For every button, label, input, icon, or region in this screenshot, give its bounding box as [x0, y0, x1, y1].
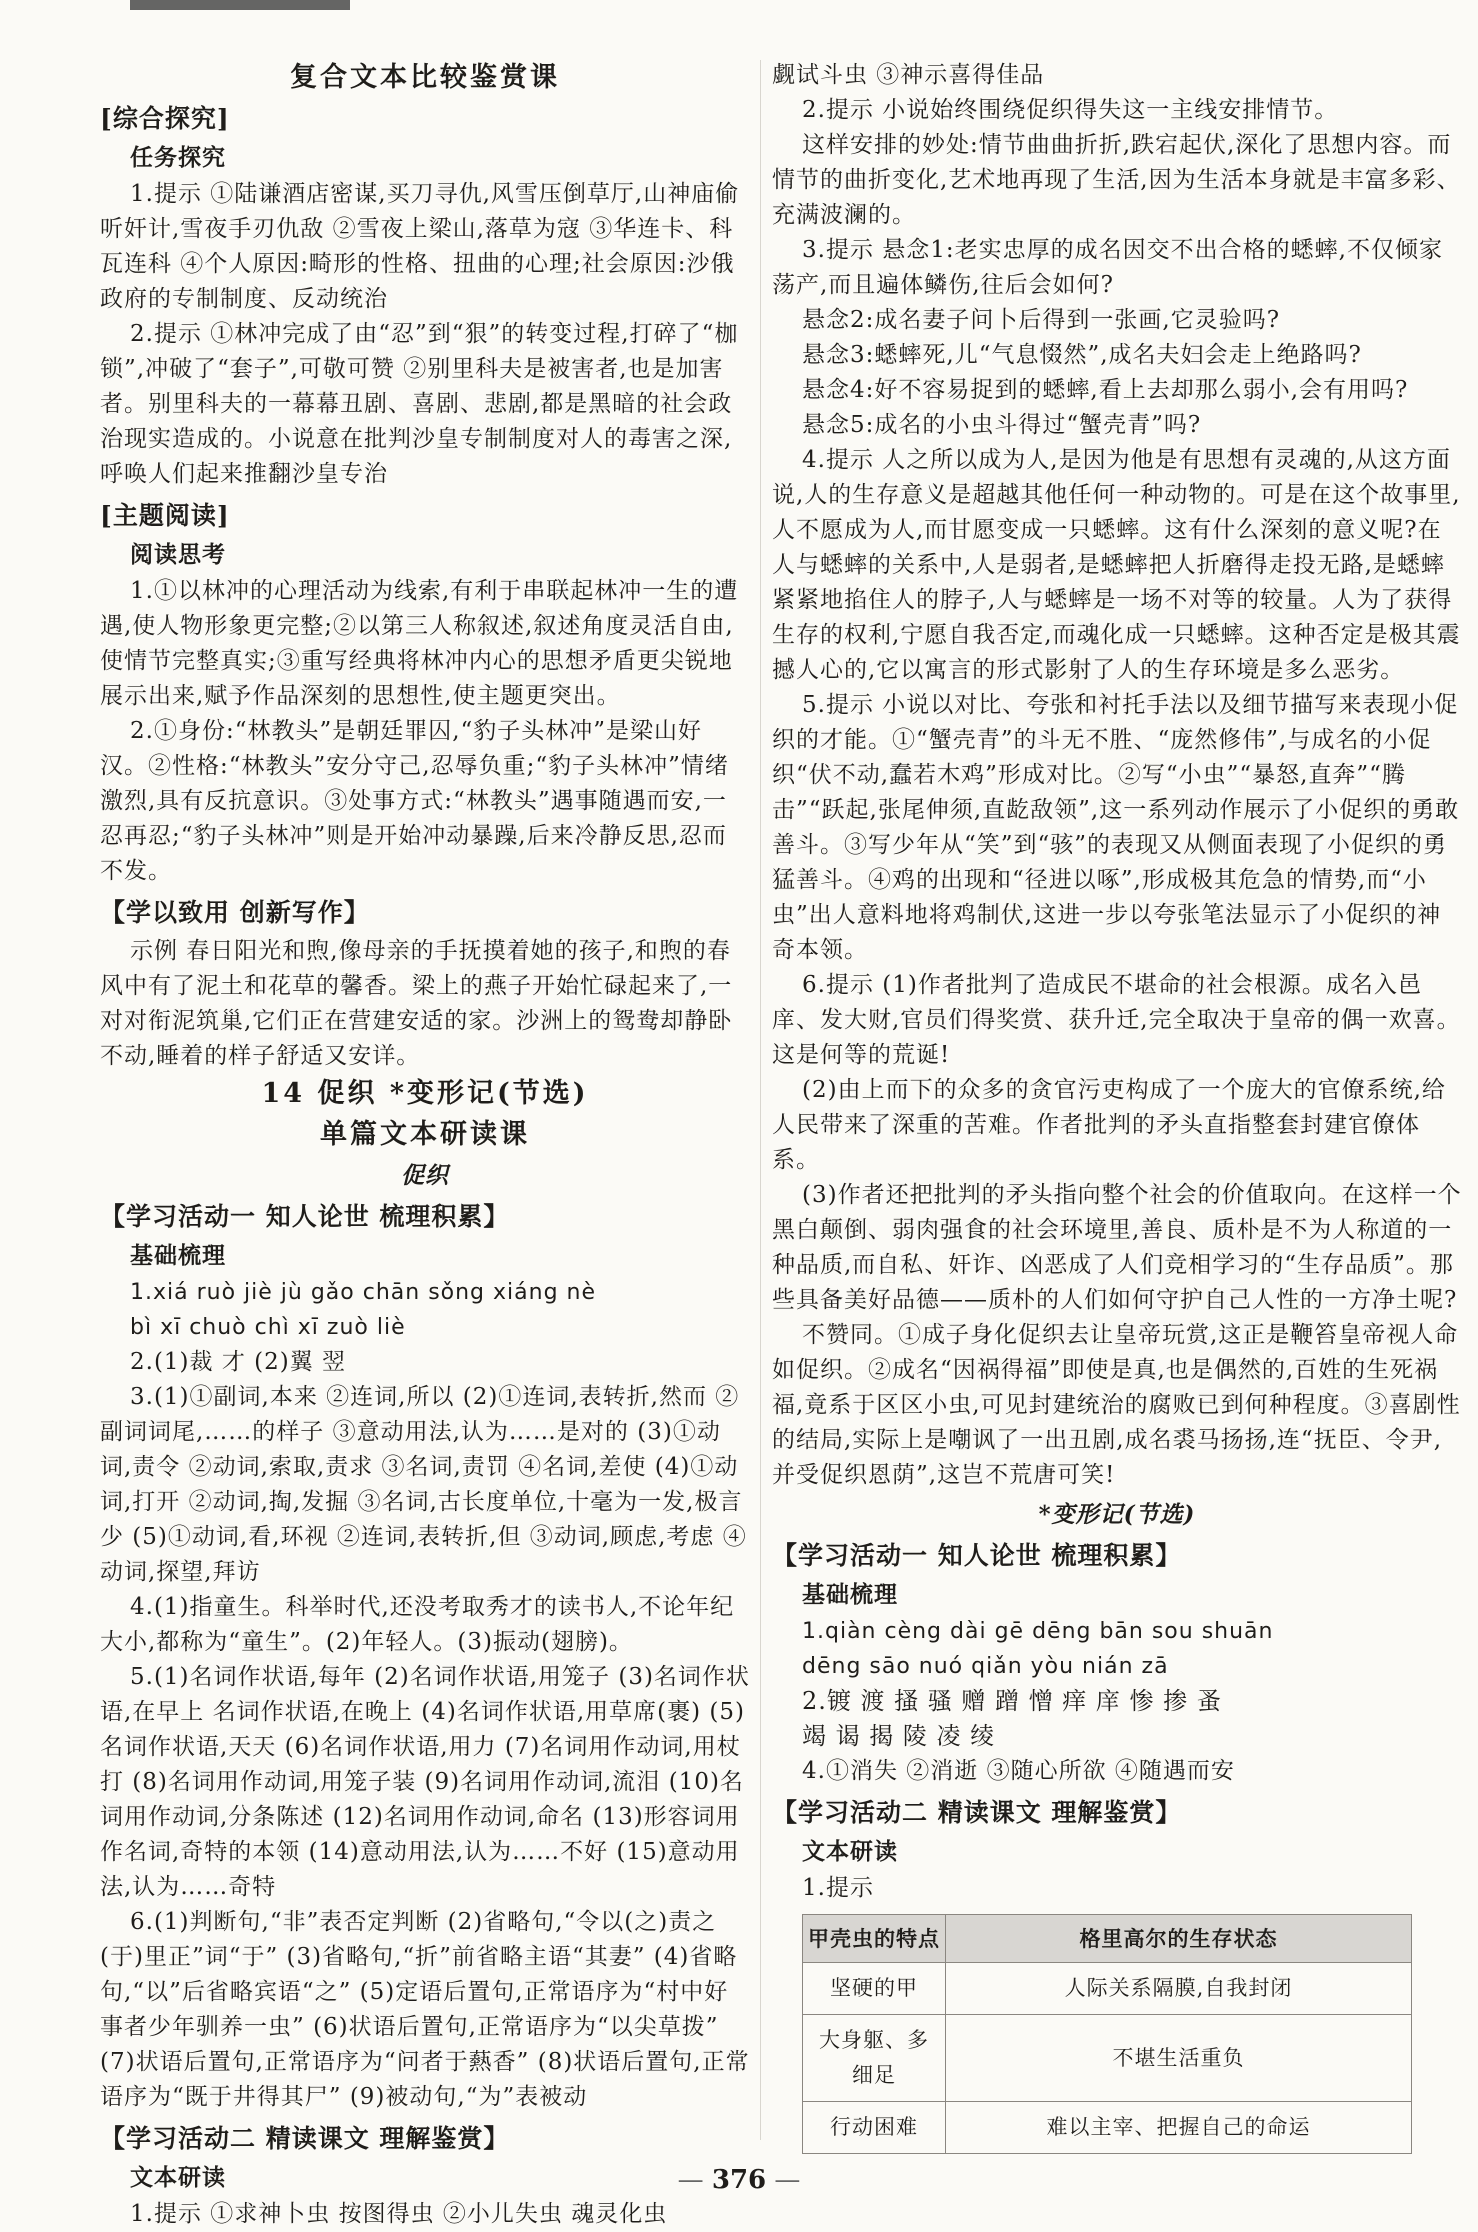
- paragraph: 2.①身份:“林教头”是朝廷罪囚,“豹子头林冲”是梁山好汉。②性格:“林教头”安分守己,忍辱负重;“豹子头林冲”情绪激烈,具有反抗意识。③处事方式:“林教头”遇事随遇而安,一忍再忍;“豹子头林冲”则是开始冲动暴躁,后来冷静反思,忍而不发。: [100, 718, 729, 884]
- table-cell: 不堪生活重负: [946, 2015, 1412, 2102]
- section-title: 复合文本比较鉴赏课: [290, 62, 560, 93]
- paragraph: 2.(1)裁 才 (2)翼 翌: [130, 1349, 347, 1375]
- heading-zonghe: [综合探究]: [100, 104, 230, 133]
- table-row: [803, 2102, 1412, 2154]
- table-row: [803, 1963, 1412, 2015]
- lesson-title: 14 促织 *变形记(节选): [261, 1078, 589, 1109]
- paragraph: 觑试斗虫 ③神示喜得佳品: [772, 62, 1045, 88]
- column-divider: [760, 60, 761, 2140]
- paragraph: 这样安排的妙处:情节曲曲折折,跌宕起伏,深化了思想内容。而情节的曲折变化,艺术地再现了生活,因为生活本身就是丰富多彩、充满波澜的。: [772, 132, 1461, 228]
- beetle-table: [802, 1914, 1412, 2154]
- characters-line: 竭 谒 揭 陵 凌 绫: [802, 1722, 996, 1750]
- paragraph: 5.(1)名词作状语,每年 (2)名词作状语,用笼子 (3)名词作状语,在早上 名词作状语,在晚上 (4)名词作状语,用草席(裹) (5)名词作状语,天天 (6)名词作状语,用力 (7)名词用作动词,用杖打 (8)名词用作动词,用笼子装 (9)名词用作动词,流泪 (10)名词用作动词,分条陈述 (12)名词用作动词,命名 (13)形容词用作名词,奇特的本领 (14)意动用法,认为……不好 (15)意动用法,认为……奇特: [100, 1664, 750, 1900]
- paragraph: 示例 春日阳光和煦,像母亲的手抚摸着她的孩子,和煦的春风中有了泥土和花草的馨香。梁上的燕子开始忙碌起来了,一对对衔泥筑巢,它们正在营建安适的家。沙洲上的鸳鸯却静卧不动,睡着的样子舒适又安详。: [100, 938, 733, 1069]
- characters-line: 2.镀 渡 搔 骚 赠 蹭 憎 痒 庠 惨 掺 蚤: [802, 1687, 1222, 1715]
- paragraph: 1.提示 ①陆谦酒店密谋,买刀寻仇,风雪压倒草厅,山神庙偷听奸计,雪夜手刃仇敌 ②雪夜上梁山,落草为寇 ③华连卡、科瓦连科 ④个人原因:畸形的性格、扭曲的心理;社会原因:沙俄政府的专制制度、反动统治: [100, 181, 740, 312]
- table-cell: 行动困难: [803, 2102, 946, 2154]
- paragraph: 悬念2:成名妻子问卜后得到一张画,它灵验吗?: [802, 307, 1281, 333]
- table-header-cell: 格里高尔的生存状态: [946, 1915, 1412, 1963]
- paragraph: 6.(1)判断句,“非”表否定判断 (2)省略句,“令以(之)责之(于)里正”词“于” (3)省略句,“折”前省略主语“其妻” (4)省略句,“以”后省略宾语“之” (5)定语后置句,正常语序为“村中好事者少年驯养一虫” (6)状语后置句,正常语序为“以尖草拨” (7)状语后置句,正常语序为“问者于爇香” (8)状语后置句,正常语序为“既于井得其尸” (9)被动句,“为”表被动: [100, 1909, 750, 2110]
- heading-activity-1: 【学习活动一 知人论世 梳理积累】: [772, 1541, 1182, 1570]
- heading-activity-2: 【学习活动二 精读课文 理解鉴赏】: [100, 2124, 510, 2153]
- right-column: [772, 58, 1462, 2154]
- pinyin-line: 1.qiàn cèng dài gē dēng bān sou shuān: [802, 1619, 1274, 1644]
- table-row: [803, 2015, 1412, 2102]
- header-strip: [130, 0, 350, 10]
- paragraph: 悬念3:蟋蟀死,儿“气息惙然”,成名夫妇会走上绝路吗?: [802, 342, 1362, 368]
- paragraph: 1.①以林冲的心理活动为线索,有利于串联起林冲一生的遭遇,使人物形象更完整;②以第三人称叙述,叙述角度灵活自由,使情节完整真实;③重写经典将林冲内心的思想矛盾更尖锐地展示出来,赋予作品深刻的思想性,使主题更突出。: [100, 578, 739, 709]
- paragraph: 5.提示 小说以对比、夸张和衬托手法以及细节描写来表现小促织的才能。①“蟹壳青”的斗无不胜、“庞然修伟”,与成名的小促织“伏不动,蠢若木鸡”形成对比。②写“小虫”“暴怒,直奔”“腾击”“跃起,张尾伸须,直龁敌领”,这一系列动作展示了小促织的勇敢善斗。③写少年从“笑”到“骇”的表现又从侧面表现了小促织的勇猛善斗。④鸡的出现和“径进以啄”,形成极其危急的情势,而“小虫”出人意料地将鸡制伏,这进一步以夸张笔法显示了小促织的神奇本领。: [772, 692, 1460, 963]
- table-cell: 坚硬的甲: [803, 1963, 946, 2015]
- left-column: [100, 58, 750, 2232]
- heading-zhuti: [主题阅读]: [100, 501, 230, 530]
- heading-jichu: 基础梳理: [130, 1242, 226, 1269]
- subtitle-cuzhi: 促织: [401, 1162, 449, 1189]
- paragraph: (3)作者还把批判的矛头指向整个社会的价值取向。在这样一个黑白颠倒、弱肉强食的社会环境里,善良、质朴是不为人称道的一种品质,而自私、奸诈、凶恶成了人们竞相学习的“生存品质”。那些具备美好品德——质朴的人们如何守护自己人性的一方净土呢?: [772, 1182, 1462, 1313]
- heading-renwu: 任务探究: [130, 144, 226, 171]
- heading-yuedu: 阅读思考: [130, 541, 226, 568]
- paragraph: 悬念4:好不容易捉到的蟋蟀,看上去却那么弱小,会有用吗?: [802, 377, 1409, 403]
- dash-left: —: [677, 2165, 712, 2195]
- heading-activity-1: 【学习活动一 知人论世 梳理积累】: [100, 1202, 510, 1231]
- paragraph: 4.①消失 ②消逝 ③随心所欲 ④随遇而安: [802, 1758, 1235, 1784]
- heading-wenben: 文本研读: [802, 1838, 898, 1865]
- page-number: [0, 2165, 1478, 2195]
- pinyin-line: dēng sāo nuó qiǎn yòu nián zā: [802, 1654, 1169, 1679]
- paragraph: 3.(1)①副词,本来 ②连词,所以 (2)①连词,表转折,然而 ②副词词尾,……的样子 ③意动用法,认为……是对的 (3)①动词,责令 ②动词,索取,责求 ③名词,责罚 ④名词,差使 (4)①动词,打开 ②动词,掏,发掘 ③名词,古长度单位,十毫为一发,极言少 (5)①动词,看,环视 ②连词,表转折,但 ③动词,顾虑,考虑 ④动词,探望,拜访: [100, 1384, 747, 1585]
- paragraph: 4.(1)指童生。科举时代,还没考取秀才的读书人,不论年纪大小,都称为“童生”。(2)年轻人。(3)振动(翅膀)。: [100, 1594, 735, 1655]
- pinyin-line: 1.xiá ruò jiè jù gǎo chān sǒng xiáng nè: [130, 1280, 597, 1305]
- dash-right: —: [766, 2165, 801, 2195]
- paragraph: (2)由上而下的众多的贪官污吏构成了一个庞大的官僚系统,给人民带来了深重的苦难。作者批判的矛头直指整套封建官僚体系。: [772, 1077, 1446, 1173]
- paragraph: 3.提示 悬念1:老实忠厚的成名因交不出合格的蟋蟀,不仅倾家荡产,而且遍体鳞伤,往后会如何?: [772, 237, 1443, 298]
- pinyin-line: bì xī chuò chì xī zuò liè: [130, 1315, 406, 1340]
- table-header-row: [803, 1915, 1412, 1963]
- section-title: 单篇文本研读课: [320, 1119, 530, 1150]
- heading-activity-2: 【学习活动二 精读课文 理解鉴赏】: [772, 1798, 1182, 1827]
- table-header-cell: 甲壳虫的特点: [803, 1915, 946, 1963]
- subtitle-bianxingji: *变形记(节选): [1038, 1501, 1196, 1528]
- paragraph: 4.提示 人之所以成为人,是因为他是有思想有灵魂的,从这方面说,人的生存意义是超越其他任何一种动物的。可是在这个故事里,人不愿成为人,而甘愿变成一只蟋蟀。这有什么深刻的意义呢?在人与蟋蟀的关系中,人是弱者,是蟋蟀把人折磨得走投无路,是蟋蟀紧紧地掐住人的脖子,人与蟋蟀是一场不对等的较量。人为了获得生存的权利,宁愿自我否定,而魂化成一只蟋蟀。这种否定是极其震撼人心的,它以寓言的形式影射了人的生存环境是多么恶劣。: [772, 447, 1461, 683]
- paragraph: 1.提示 ①求神卜虫 按图得虫 ②小儿失虫 魂灵化虫: [130, 2201, 668, 2227]
- table-cell: 难以主宰、把握自己的命运: [946, 2102, 1412, 2154]
- paragraph: 6.提示 (1)作者批判了造成民不堪命的社会根源。成名入邑庠、发大财,官员们得奖赏、获升迁,完全取决于皇帝的偶一欢喜。这是何等的荒诞!: [772, 972, 1461, 1068]
- paragraph: 1.提示: [802, 1875, 874, 1901]
- table-cell: 大身躯、多细足: [803, 2015, 946, 2102]
- paragraph: 悬念5:成名的小虫斗得过“蟹壳青”吗?: [802, 412, 1202, 438]
- heading-wenben: 文本研读: [130, 2164, 226, 2191]
- page-number-value: 376: [711, 2165, 767, 2195]
- table-cell: 人际关系隔膜,自我封闭: [946, 1963, 1412, 2015]
- heading-jichu: 基础梳理: [802, 1581, 898, 1608]
- paragraph: 不赞同。①成子身化促织去让皇帝玩赏,这正是鞭笞皇帝视人命如促织。②成名“因祸得福”即使是真,也是偶然的,百姓的生死祸福,竟系于区区小虫,可见封建统治的腐败已到何种程度。③喜剧性的结局,实际上是嘲讽了一出丑剧,成名裘马扬扬,连“抚臣、令尹,并受促织恩荫”,这岂不荒唐可笑!: [772, 1322, 1461, 1488]
- paragraph: 2.提示 ①林冲完成了由“忍”到“狠”的转变过程,打碎了“枷锁”,冲破了“套子”,可敬可赞 ②别里科夫是被害者,也是加害者。别里科夫的一幕幕丑剧、喜剧、悲剧,都是黑暗的社会政治现实造成的。小说意在批判沙皇专制制度对人的毒害之深,呼唤人们起来推翻沙皇专治: [100, 321, 739, 487]
- heading-xueyi: 【学以致用 创新写作】: [100, 898, 370, 927]
- paragraph: 2.提示 小说始终围绕促织得失这一主线安排情节。: [802, 97, 1339, 123]
